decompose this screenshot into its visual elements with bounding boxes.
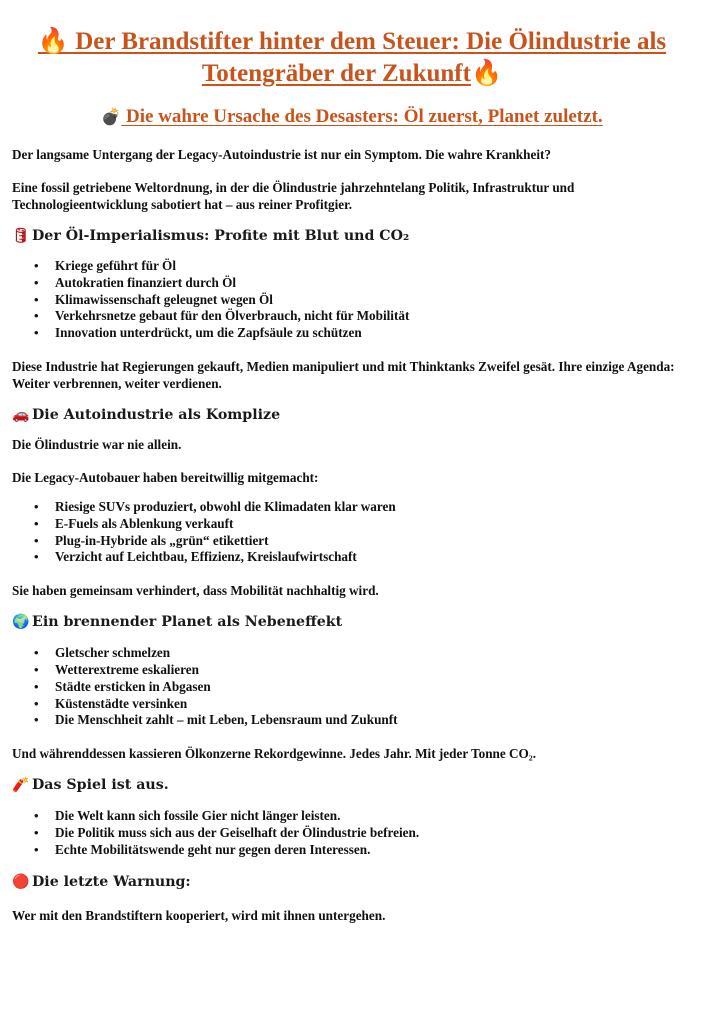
game-list — [12, 808, 692, 858]
section-heading-planet — [12, 612, 692, 632]
warning-text: Wer mit den Brandstiftern kooperiert, wird mit ihnen untergehen. — [12, 907, 386, 923]
firecracker-icon: 🧨 — [12, 777, 30, 794]
list-item: • Städte ersticken in Abgasen — [12, 679, 692, 696]
section-heading-oil-text: Der Öl-Imperialismus: Profite mit Blut und CO₂ — [32, 228, 410, 244]
planet-summary: Und währenddessen kassieren Ölkonzerne Rekordgewinne. Jedes Jahr. Mit jeder Tonne CO₂. — [12, 746, 537, 762]
section-heading-auto — [12, 405, 692, 425]
list-item: • Plug-in-Hybride als „grün“ etikettiert — [12, 533, 692, 550]
car-icon: 🚗 — [12, 406, 30, 423]
fire-icon: 🔥 — [470, 58, 503, 87]
list-item: • Die Politik muss sich aus der Geiselhaft der Ölindustrie befreien. — [12, 825, 692, 842]
globe-icon: 🌍 — [12, 614, 30, 631]
document-page — [0, 26, 704, 1026]
list-item: • Wetterextreme eskalieren — [12, 662, 692, 679]
list-item: • Verzicht auf Leichtbau, Effizienz, Kreislaufwirtschaft — [12, 549, 692, 566]
title-line-2-text: Totengräber der Zukunft — [201, 60, 471, 87]
list-item: • Riesige SUVs produziert, obwohl die Klimadaten klar waren — [12, 499, 692, 516]
title-line-1: 🔥 Der Brandstifter hinter dem Steuer: Die Ölindustrie als — [37, 28, 667, 55]
auto-summary: Sie haben gemeinsam verhindert, dass Mobilität nachhaltig wird. — [12, 583, 379, 599]
list-item: • Verkehrsnetze gebaut für den Ölverbrauch, nicht für Mobilität — [12, 308, 692, 325]
list-item: • Die Menschheit zahlt – mit Leben, Lebensraum und Zukunft — [12, 712, 692, 729]
intro-paragraph-1: Der langsame Untergang der Legacy-Autoindustrie ist nur ein Symptom. Die wahre Krankheit? — [12, 147, 551, 162]
auto-paragraph-2: Die Legacy-Autobauer haben bereitwillig mitgemacht: — [12, 469, 319, 485]
page-title — [12, 26, 692, 89]
list-item: • Küstenstädte versinken — [12, 696, 692, 713]
section-heading-auto-text: Die Autoindustrie als Komplize — [32, 406, 281, 423]
oil-list — [12, 258, 692, 342]
auto-paragraph-1: Die Ölindustrie war nie allein. — [12, 436, 182, 452]
title-line-2 — [12, 57, 692, 89]
list-item: • Autokratien finanziert durch Öl — [12, 275, 692, 292]
section-heading-warning-text: Die letzte Warnung: — [32, 873, 191, 890]
oil-summary: Diese Industrie hat Regierungen gekauft, Medien manipuliert und mit Thinktanks Zweifel gesät. Ihre einzige Agenda: Weiter verbrennen, weiter verdienen. — [12, 358, 675, 391]
planet-list — [12, 645, 692, 729]
bomb-icon: 💣 — [101, 107, 122, 126]
page-subtitle — [12, 105, 692, 129]
oil-drum-icon: 🛢 — [12, 228, 30, 244]
list-item: • Echte Mobilitätswende geht nur gegen deren Interessen. — [12, 842, 692, 859]
list-item: • Kriege geführt für Öl — [12, 258, 692, 275]
section-heading-game-text: Das Spiel ist aus. — [32, 777, 169, 794]
intro-paragraph-2: Eine fossil getriebene Weltordnung, in der die Ölindustrie jahrzehntelang Politik, Infrastruktur und Technologieentwicklung sabotiert hat – aus reiner Profitgier. — [12, 180, 575, 212]
list-item: • Die Welt kann sich fossile Gier nicht länger leisten. — [12, 808, 692, 825]
subtitle-text: Die wahre Ursache des Desasters: Öl zuerst, Planet zuletzt. — [126, 106, 603, 127]
red-circle-icon: 🔴 — [12, 873, 30, 890]
section-heading-warning — [12, 872, 692, 892]
list-item: • Gletscher schmelzen — [12, 645, 692, 662]
section-heading-oil — [12, 226, 692, 246]
section-heading-planet-text: Ein brennender Planet als Nebeneffekt — [32, 614, 343, 631]
list-item: • Klimawissenschaft geleugnet wegen Öl — [12, 292, 692, 309]
list-item: • Innovation unterdrückt, um die Zapfsäule zu schützen — [12, 325, 692, 342]
auto-list — [12, 499, 692, 566]
section-heading-game — [12, 775, 692, 795]
list-item: • E-Fuels als Ablenkung verkauft — [12, 516, 692, 533]
